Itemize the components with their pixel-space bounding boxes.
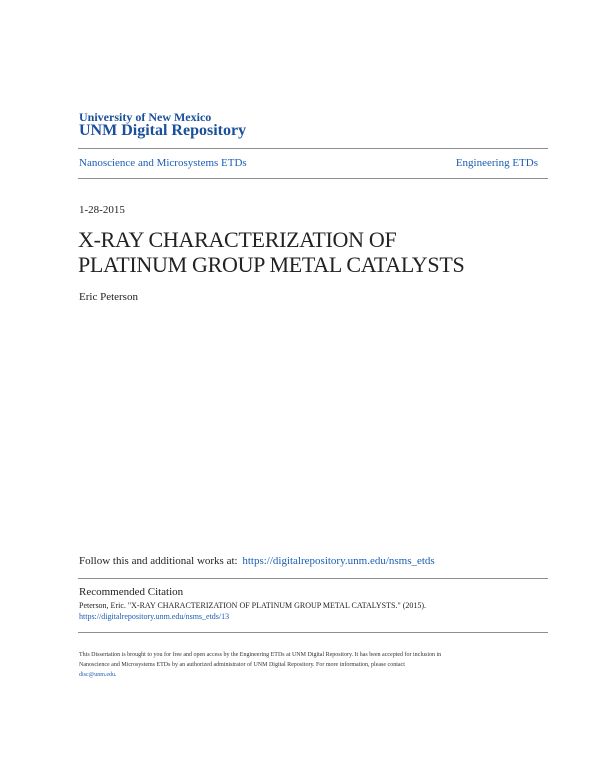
title-line-1: X-RAY CHARACTERIZATION OF — [78, 227, 397, 252]
document-title — [78, 227, 548, 277]
contact-email-link[interactable]: disc@unm.edu — [79, 672, 116, 678]
email-suffix: . — [115, 672, 117, 678]
disclaimer-line-1: This Dissertation is brought to you for free and open access by the Engineering ETDs at UNM Digital Repository. It has been accepted for inclusion in — [79, 652, 442, 658]
top-divider — [78, 148, 548, 149]
title-line-2: PLATINUM GROUP METAL CATALYSTS — [78, 252, 465, 277]
follow-text: Follow this and additional works at: — [79, 555, 238, 567]
nav-divider — [78, 178, 548, 179]
nanoscience-etds-link[interactable]: Nanoscience and Microsystems ETDs — [79, 157, 247, 169]
engineering-etds-link[interactable]: Engineering ETDs — [455, 157, 538, 169]
disclaimer-divider — [78, 632, 548, 633]
repository-name[interactable]: UNM Digital Repository — [79, 122, 247, 139]
publication-date: 1-28-2015 — [79, 204, 125, 216]
follow-works — [79, 555, 435, 567]
citation-divider — [78, 578, 548, 579]
citation-heading: Recommended Citation — [79, 586, 184, 598]
citation-text: Peterson, Eric. "X-RAY CHARACTERIZATION OF PLATINUM GROUP METAL CATALYSTS." (2015). — [79, 601, 427, 610]
author-name: Eric Peterson — [79, 291, 138, 303]
collection-url-link[interactable]: https://digitalrepository.unm.edu/nsms_etds — [242, 555, 435, 567]
institution-name: University of New Mexico — [79, 110, 212, 124]
citation-url-link[interactable]: https://digitalrepository.unm.edu/nsms_etds/13 — [79, 612, 230, 621]
disclaimer — [79, 650, 549, 680]
disclaimer-line-2: Nanoscience and Microsystems ETDs by an authorized administrator of UNM Digital Repository. For more information, please contact — [79, 662, 405, 668]
